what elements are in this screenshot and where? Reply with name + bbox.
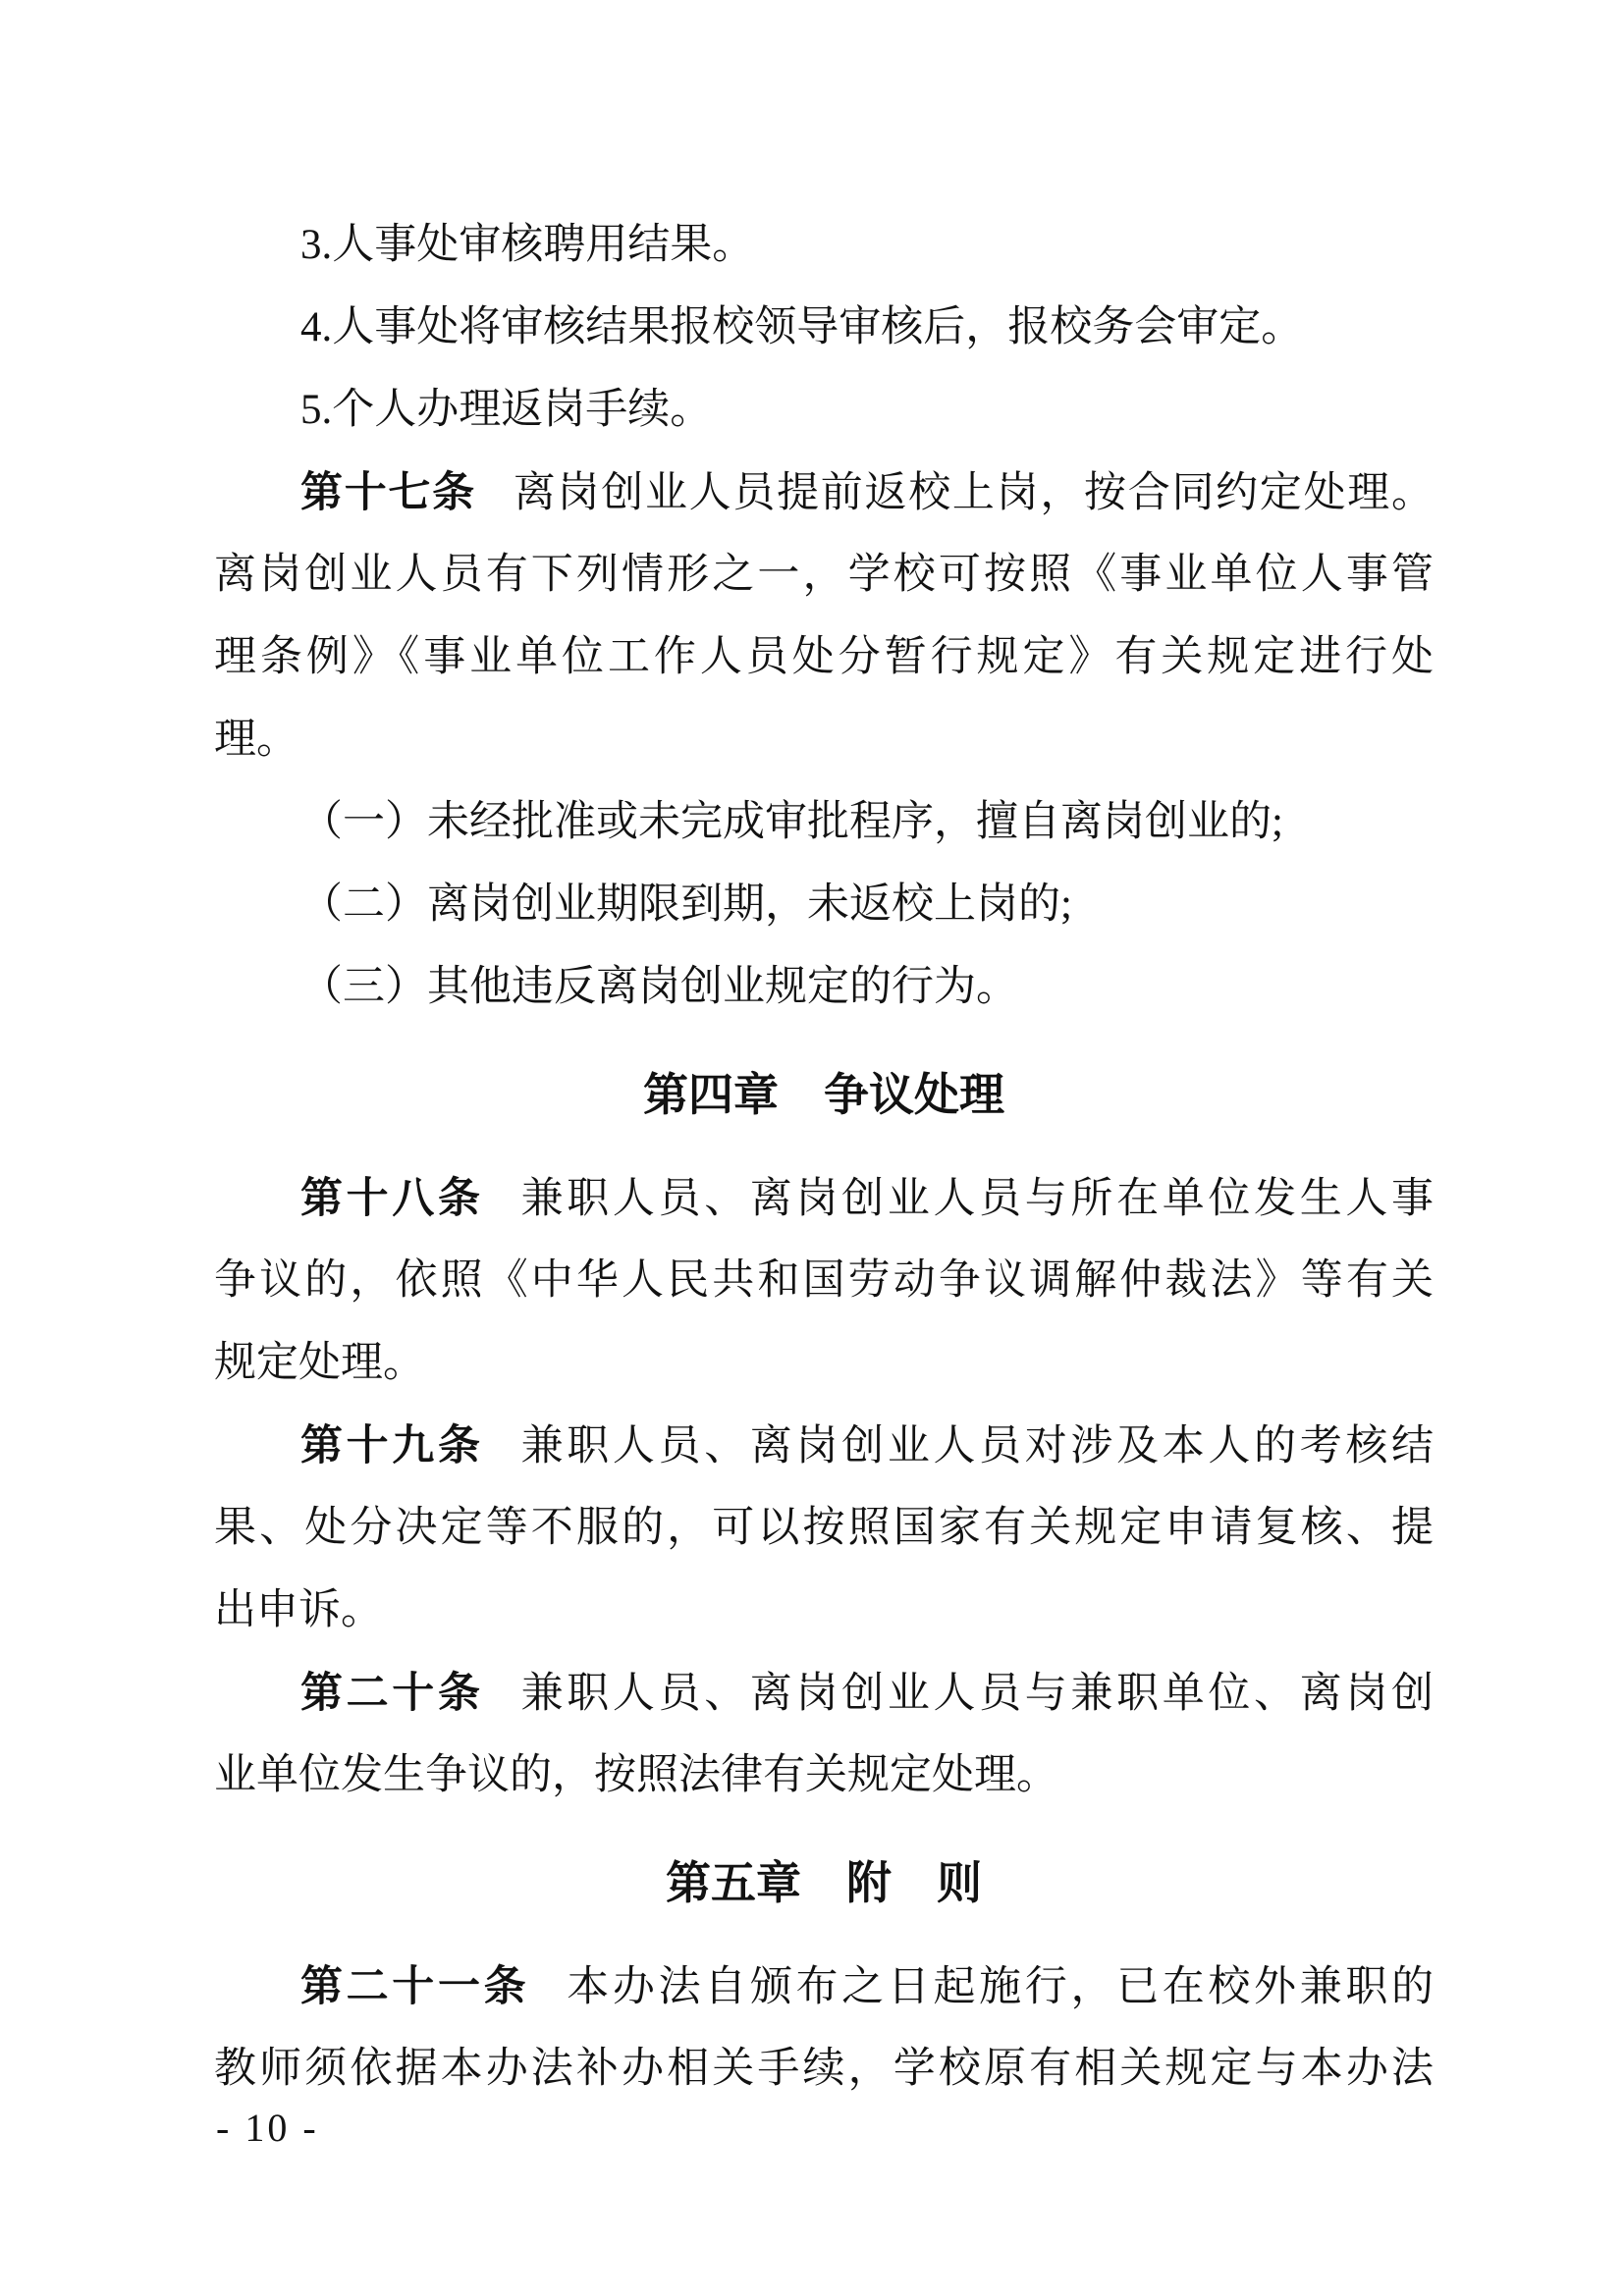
text-line bbox=[214, 1157, 1434, 1240]
text-line bbox=[214, 1240, 1434, 1322]
article-number: 第十七条 bbox=[300, 469, 476, 516]
line-text: 兼职人员、离岗创业人员与所在单位发生人事 bbox=[520, 1176, 1435, 1222]
line-text: 离岗创业人员有下列情形之一，学校可按照《事业单位人事管 bbox=[214, 552, 1434, 598]
line-text: 本办法自颁布之日起施行，已在校外兼职的 bbox=[567, 1964, 1435, 2010]
chapter-heading-text: 第五章 附 则 bbox=[666, 1857, 982, 1908]
text-line bbox=[214, 1487, 1434, 1570]
chapter-heading bbox=[214, 1053, 1434, 1136]
text-line bbox=[214, 1946, 1434, 2028]
text-line bbox=[214, 1322, 1434, 1405]
text-line bbox=[214, 781, 1434, 864]
article-number: 第二十一条 bbox=[300, 1963, 530, 2010]
line-text: 理条例》《事业单位工作人员处分暂行规定》有关规定进行处 bbox=[214, 634, 1434, 680]
line-text: 离岗创业人员提前返校上岗，按合同约定处理。 bbox=[513, 470, 1435, 516]
line-text: 理。 bbox=[214, 717, 298, 763]
text-line bbox=[214, 2028, 1434, 2110]
line-text: 业单位发生争议的，按照法律有关规定处理。 bbox=[214, 1752, 1058, 1798]
line-text: 兼职人员、离岗创业人员与兼职单位、离岗创 bbox=[520, 1671, 1435, 1717]
line-text: 出申诉。 bbox=[214, 1587, 383, 1633]
chapter-heading-text: 第四章 争议处理 bbox=[643, 1069, 1004, 1120]
line-text: 规定处理。 bbox=[214, 1340, 425, 1386]
text-line bbox=[214, 864, 1434, 946]
page-number: - 10 - bbox=[216, 2106, 319, 2150]
line-text: （三）其他违反离岗创业规定的行为。 bbox=[300, 964, 1018, 1010]
article-number: 第十八条 bbox=[300, 1175, 484, 1222]
line-text: （一）未经批准或未完成审批程序，擅自离岗创业的; bbox=[300, 799, 1283, 845]
text-line bbox=[214, 452, 1434, 534]
text-line bbox=[214, 204, 1434, 287]
text-line bbox=[214, 1570, 1434, 1652]
text-line bbox=[214, 946, 1434, 1029]
line-text: 4.人事处将审核结果报校领导审核后，报校务会审定。 bbox=[300, 304, 1304, 350]
article-number: 第二十条 bbox=[300, 1670, 484, 1717]
text-line bbox=[214, 1405, 1434, 1487]
chapter-heading bbox=[214, 1842, 1434, 1924]
line-text: 教师须依据本办法补办相关手续，学校原有相关规定与本办法 bbox=[214, 2046, 1434, 2092]
document-body bbox=[214, 204, 1434, 2110]
line-text: 兼职人员、离岗创业人员对涉及本人的考核结 bbox=[520, 1423, 1435, 1469]
article-number: 第十九条 bbox=[300, 1422, 484, 1469]
text-line bbox=[214, 1735, 1434, 1817]
text-line bbox=[214, 287, 1434, 369]
line-text: 果、处分决定等不服的，可以按照国家有关规定申请复核、提 bbox=[214, 1505, 1434, 1551]
line-text: （二）离岗创业期限到期，未返校上岗的; bbox=[300, 881, 1072, 928]
text-line bbox=[214, 534, 1434, 616]
text-line bbox=[214, 616, 1434, 699]
line-text: 3.人事处审核聘用结果。 bbox=[300, 222, 755, 268]
text-line bbox=[214, 699, 1434, 781]
text-line bbox=[214, 1652, 1434, 1735]
text-line bbox=[214, 369, 1434, 452]
line-text: 5.个人办理返岗手续。 bbox=[300, 387, 713, 433]
line-text: 争议的，依照《中华人民共和国劳动争议调解仲裁法》等有关 bbox=[214, 1257, 1434, 1304]
